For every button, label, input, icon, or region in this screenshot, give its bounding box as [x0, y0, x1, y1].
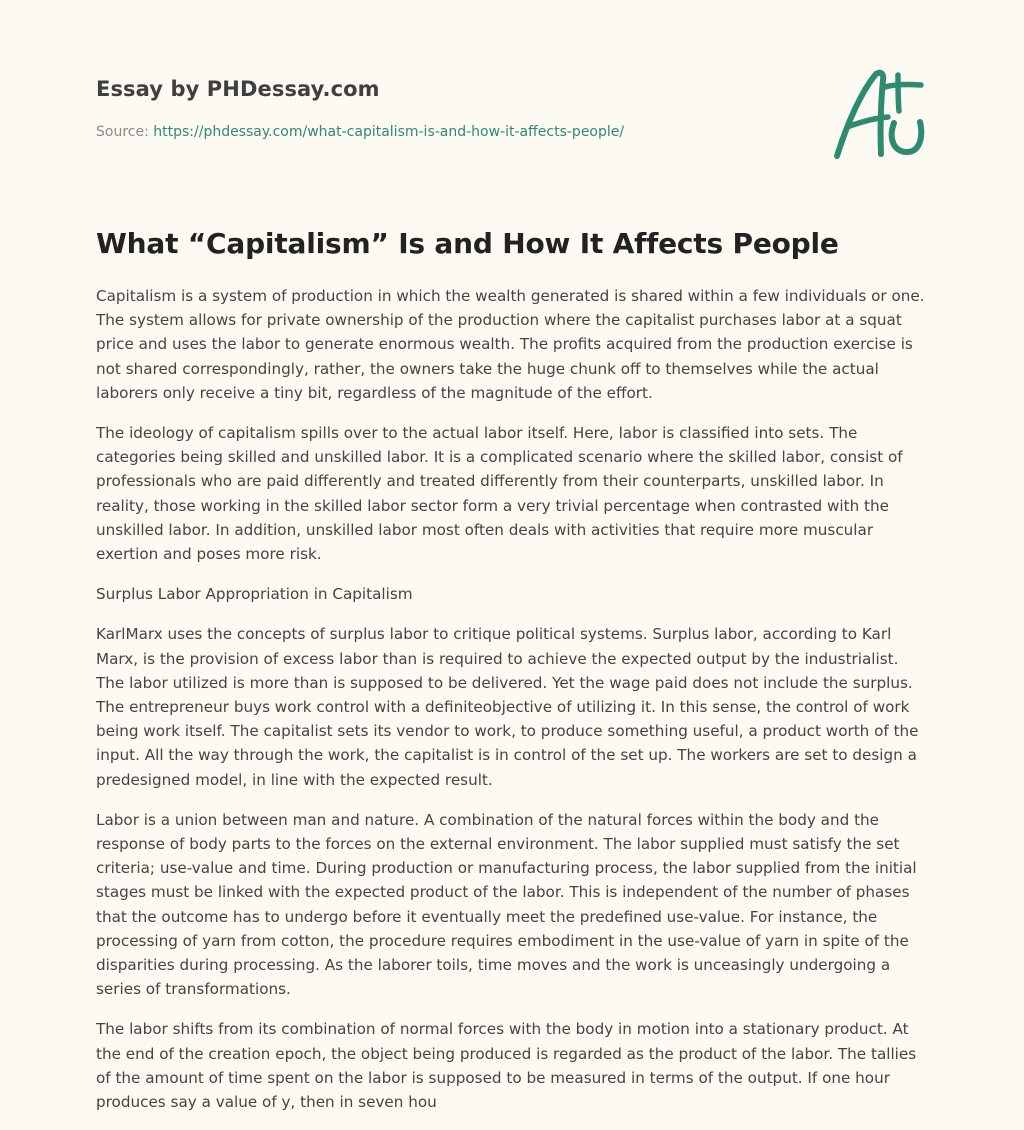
brand-title: Essay by PHDessay.com	[96, 77, 380, 101]
paragraph-3: KarlMarx uses the concepts of surplus labor to critique political systems. Surplus labor, according to Karl Marx, is the provision of excess labor than is required to achieve the expected output by the industrialist. The labor utilized is more than is supposed to be delivered. Yet the wage paid does not include the surplus. The entrepreneur buys work control with a definiteobjective of utilizing it. In this sense, the control of work being work itself. The capitalist sets its vendor to work, to produce something useful, a product worth of the input. All the way through the work, the capitalist is in control of the set up. The workers are set to design a predesigned model, in line with the expected result.	[96, 625, 919, 789]
source-label: Source:	[96, 124, 149, 140]
source-line	[96, 124, 624, 140]
section-heading: Surplus Labor Appropriation in Capitalism	[96, 585, 413, 604]
paragraph-1: Capitalism is a system of production in which the wealth generated is shared within a few individuals or one. The system allows for private ownership of the production where the capitalist purchases labor at a squat price and uses the labor to generate enormous wealth. The profits acquired from the production exercise is not shared correspondingly, rather, the owners take the huge chunk off to themselves while the actual laborers only receive a tiny bit, regardless of the magnitude of the effort.	[96, 287, 925, 402]
source-link[interactable]: https://phdessay.com/what-capitalism-is-and-how-it-affects-people/	[153, 124, 625, 140]
paragraph-5: The labor shifts from its combination of normal forces with the body in motion into a stationary product. At the end of the creation epoch, the object being produced is regarded as the product of the labor. The tallies of the amount of time spent on the labor is supposed to be measured in terms of the output. If one hour produces say a value of y, then in seven hou	[96, 1020, 917, 1112]
paragraph-2: The ideology of capitalism spills over to the actual labor itself. Here, labor is classified into sets. The categories being skilled and unskilled labor. It is a complicated scenario where the skilled labor, consist of professionals who are paid differently and treated differently from their counterparts, unskilled labor. In reality, those working in the skilled labor sector form a very trivial percentage when contrasted with the unskilled labor. In addition, unskilled labor most often deals with activities that require more muscular exertion and poses more risk.	[96, 424, 903, 564]
a-plus-logo-icon	[827, 64, 931, 168]
article-body	[96, 284, 930, 1130]
header	[96, 0, 928, 180]
paragraph-4: Labor is a union between man and nature. A combination of the natural forces within the body and the response of body parts to the forces on the external environment. The labor supplied must satisfy the set criteria; use-value and time. During production or manufacturing process, the labor supplied from the initial stages must be linked with the expected product of the labor. This is independent of the number of phases that the outcome has to undergo before it eventually meet the predefined use-value. For instance, the processing of yarn from cotton, the procedure requires embodiment in the use-value of yarn in spite of the disparities during processing. As the laborer toils, time moves and the work is unceasingly undergoing a series of transformations.	[96, 810, 917, 999]
article-title: What “Capitalism” Is and How It Affects People	[96, 227, 839, 260]
